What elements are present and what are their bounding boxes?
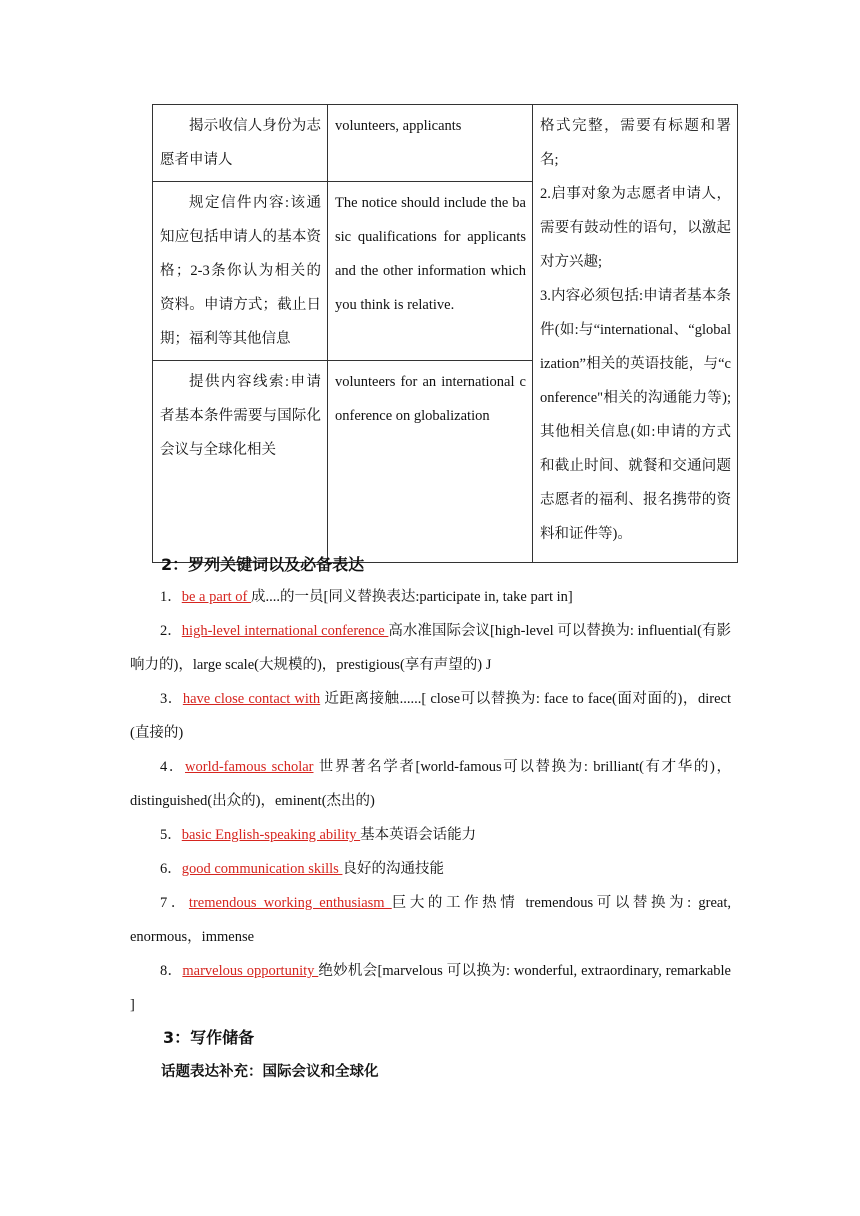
list-item — [130, 614, 731, 682]
table-cell: volunteers, applicants — [328, 105, 533, 182]
table-cell: The notice should include the basic qualifications for applicants and the other information which you think is relative. — [328, 182, 533, 361]
list-item — [130, 750, 731, 818]
table-row — [153, 105, 738, 182]
table-cell: volunteers for an international conference on globalization — [328, 361, 533, 563]
item-text: 绝妙机会[marvelous 可以换为: wonderful, extraordinary, remarkable ] — [130, 963, 731, 1013]
list-item — [130, 954, 731, 1022]
item-text: 世界著名学者[world-famous可以替换为: brilliant(有才华的)，distinguished(出众的)，eminent(杰出的) — [130, 759, 732, 809]
item-number: 3． — [160, 691, 183, 707]
requirement-line: 2.启事对象为志愿者申请人，需要有鼓动性的语句，以激起对方兴趣; — [540, 186, 731, 270]
table-cell: 揭示收信人身份为志愿者申请人 — [153, 105, 328, 182]
requirement-line: 格式完整，需要有标题和署名; — [540, 118, 731, 168]
section-heading: 3：写作储备 — [163, 1028, 255, 1047]
keyword-phrase: tremendous working enthusiasm — [188, 895, 392, 911]
list-item — [130, 886, 731, 954]
item-text: 高水准国际会议[high-level 可以替换为: influential(有影响力的)，large scale(大规模的)，prestigious(享有声望的) J — [130, 623, 732, 673]
item-number: 5． — [160, 827, 182, 843]
list-item — [130, 682, 731, 750]
item-number: 1． — [160, 589, 182, 605]
requirements-cell — [533, 105, 738, 563]
keyword-phrase: marvelous opportunity — [182, 963, 319, 979]
table-cell: 规定信件内容:该通知应包括申请人的基本资格；2-3条你认为相关的资料。申请方式；截止日期；福利等其他信息 — [153, 182, 328, 361]
subsection-heading: 话题表达补充：国际会议和全球化 — [161, 1064, 379, 1080]
item-number: 2． — [160, 623, 182, 639]
item-number: 8． — [160, 963, 183, 979]
item-number: 4． — [160, 759, 186, 775]
keyword-phrase: world-famous scholar — [185, 759, 314, 775]
item-number: 7． — [160, 895, 189, 911]
keyword-phrase: good communication skills — [181, 861, 343, 877]
item-text: 成....的一员[同义替换表达:participate in, take part in] — [251, 589, 573, 605]
list-item — [130, 580, 731, 614]
section-heading: 2：罗列关键词以及必备表达 — [161, 555, 365, 574]
item-number: 6． — [160, 861, 182, 877]
keyword-phrase: basic English-speaking ability — [181, 827, 361, 843]
requirement-line: 3.内容必须包括:申请者基本条件(如:与“international、“globalization”相关的英语技能，与“conference"相关的沟通能力等);其他相关信息(如:申请的方式和截止时间、就餐和交通问题志愿者的福利、报名携带的资料和证件等)。 — [540, 288, 731, 542]
item-text: 近距离接触......[ close可以替换为: face to face(面对面的)，direct (直接的) — [130, 691, 731, 741]
task-analysis-table — [152, 104, 738, 563]
keyword-phrase: high-level international conference — [181, 623, 389, 639]
item-text: 良好的沟通技能 — [342, 861, 444, 877]
keyword-phrase: have close contact with — [182, 691, 321, 707]
list-item — [130, 818, 731, 852]
keyword-phrase: be a part of — [181, 589, 251, 605]
list-item — [130, 852, 731, 886]
item-text: 巨大的工作热情 tremendous可以替换为: great, enormous，immense — [130, 895, 731, 945]
keyword-list — [130, 580, 731, 1022]
table-cell: 提供内容线索:申请者基本条件需要与国际化会议与全球化相关 — [153, 361, 328, 563]
item-text: 基本英语会话能力 — [360, 827, 477, 843]
